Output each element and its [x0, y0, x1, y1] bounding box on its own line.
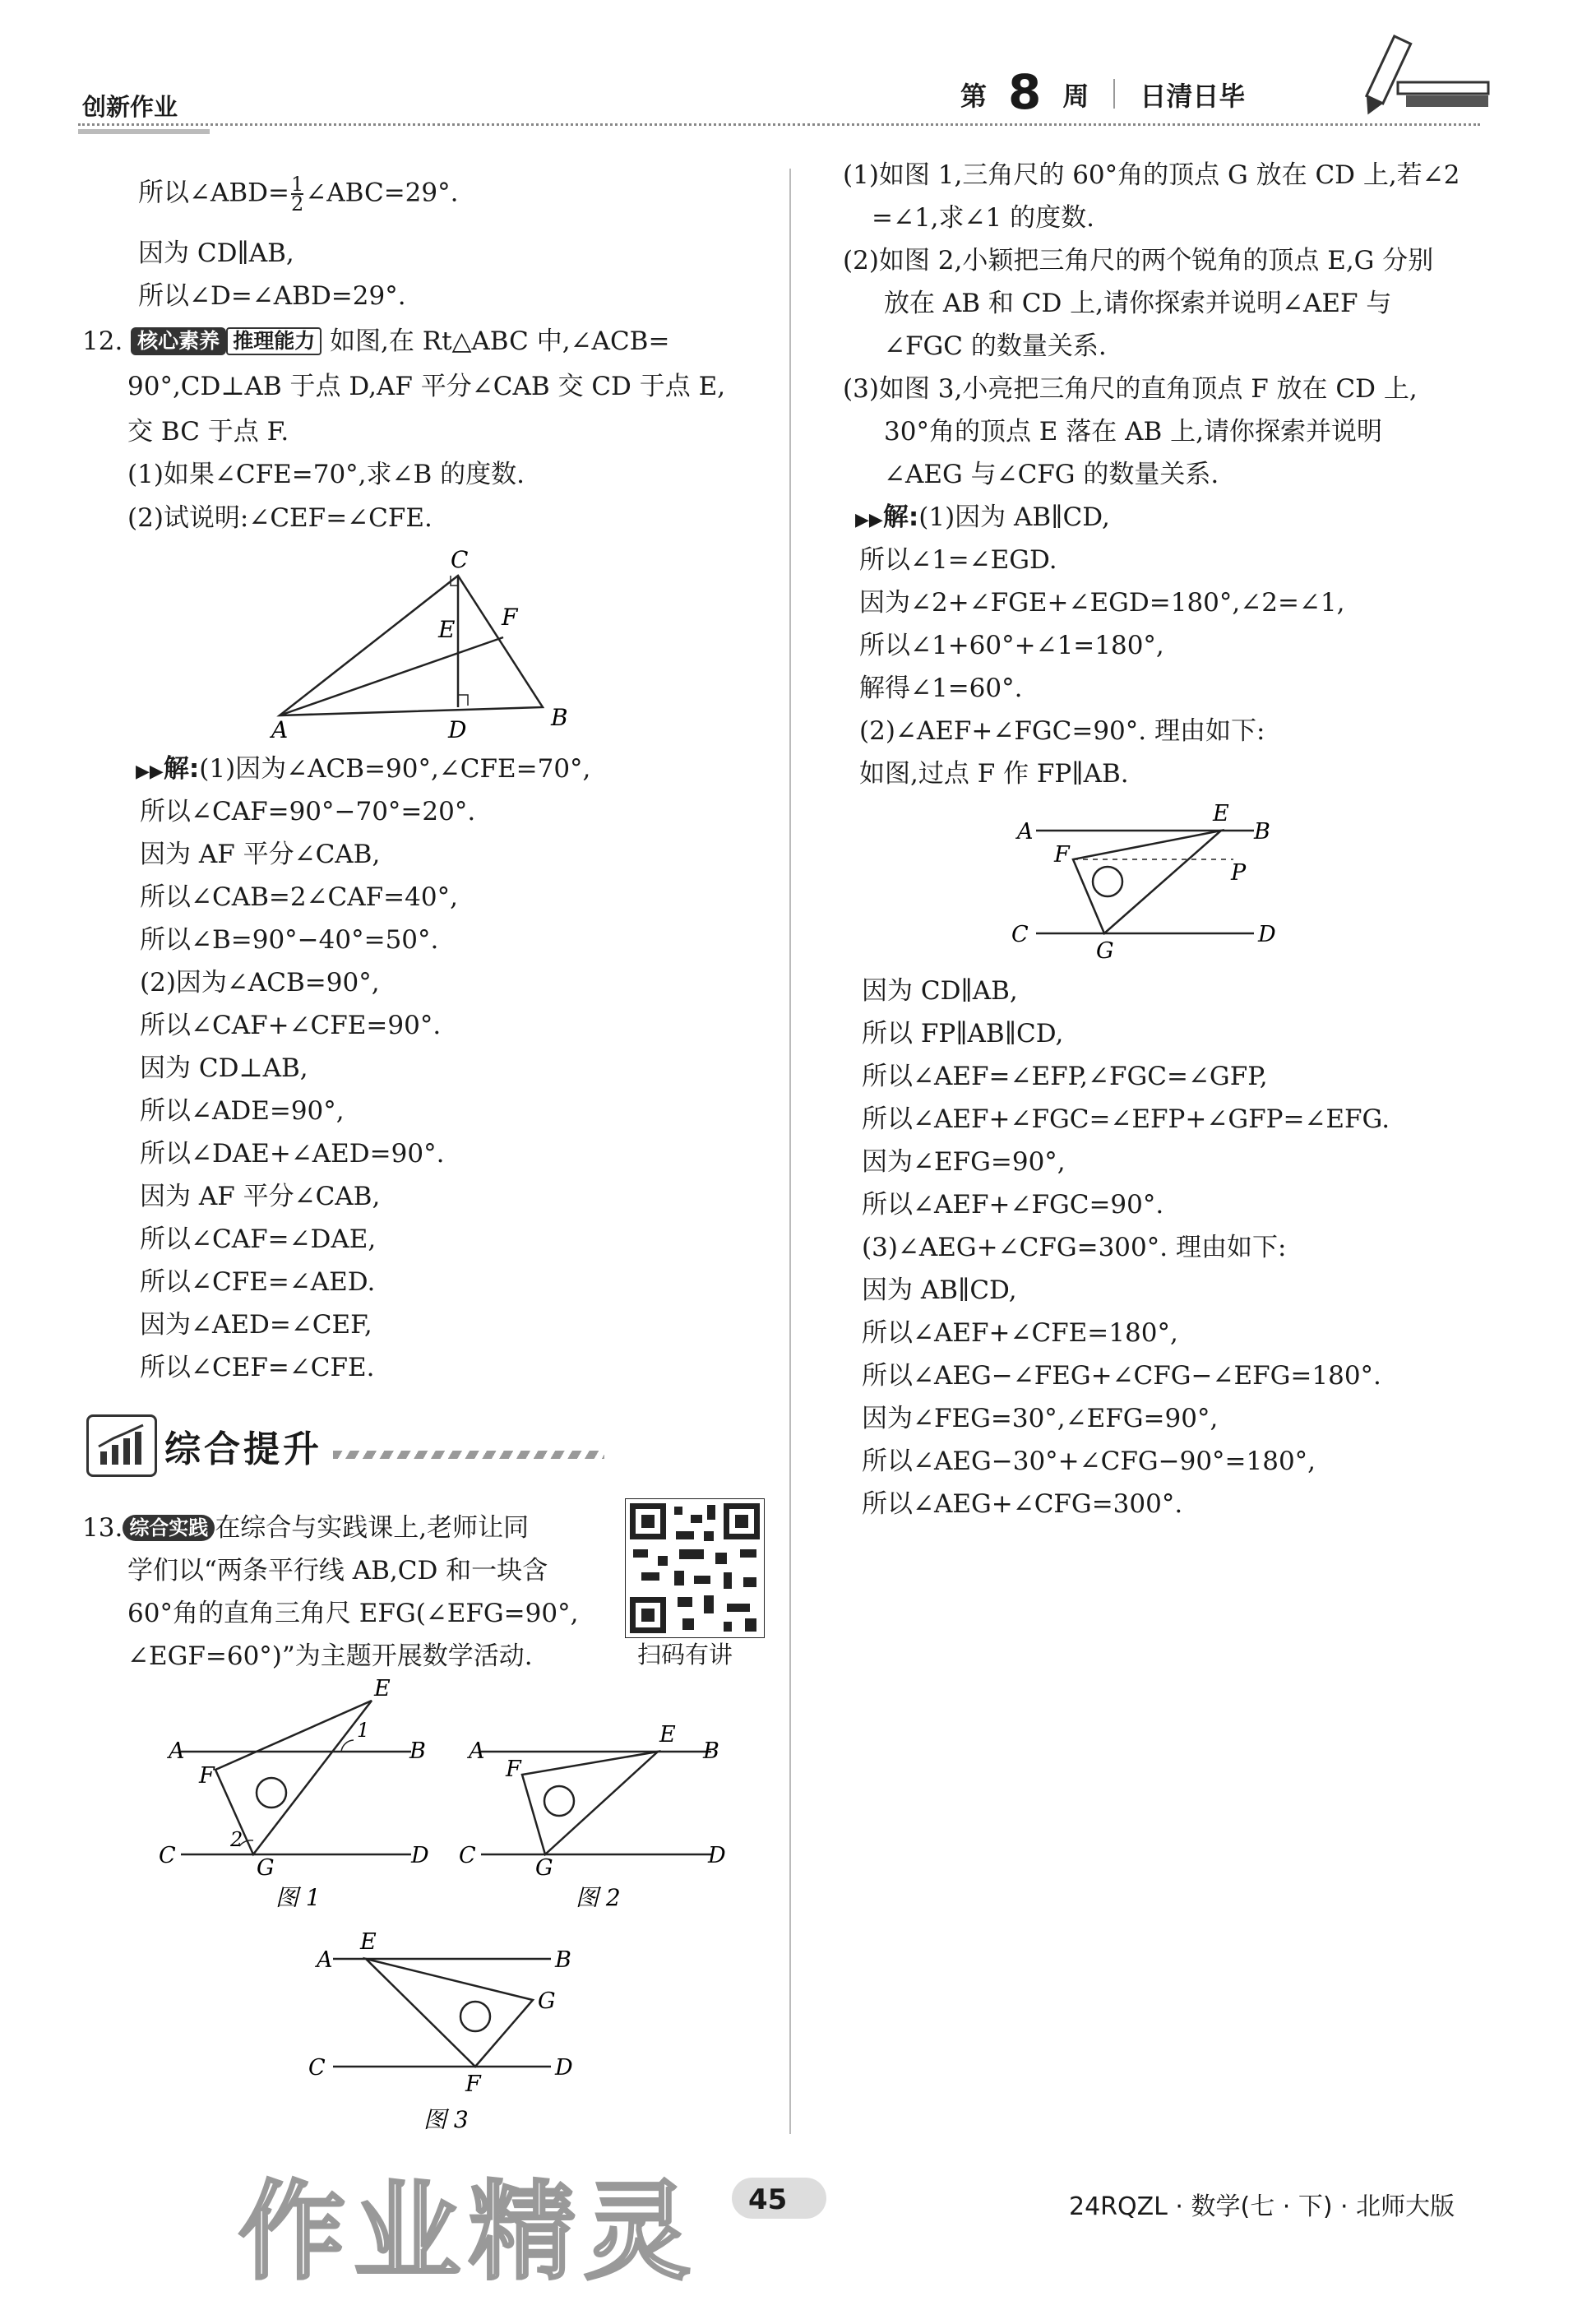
text-line: 因为 CD⊥AB,: [140, 1053, 308, 1083]
text-line: 所以∠CAB=2∠CAF=40°,: [140, 882, 458, 912]
text-line: (1)如果∠CFE=70°,求∠B 的度数.: [127, 460, 525, 489]
text-line: (2)如图 2,小颖把三角尺的两个锐角的顶点 E,G 分别: [843, 246, 1434, 275]
text-line: 因为∠EFG=90°,: [862, 1147, 1066, 1177]
text-line: (2)∠AEF+∠FGC=90°. 理由如下:: [859, 716, 1265, 746]
question-13: [82, 1511, 529, 1544]
figure-1-caption: 图 1: [275, 1884, 321, 1908]
label-D: D: [448, 716, 467, 740]
text-line: =∠1,求∠1 的度数.: [872, 203, 1094, 233]
svg-text:2: 2: [230, 1828, 243, 1851]
svg-text:E: E: [374, 1678, 391, 1701]
text-line: 因为 CD∥AB,: [862, 976, 1018, 1006]
text-line: (2)试说明:∠CEF=∠CFE.: [127, 503, 433, 533]
text-line: 所以∠D=∠ABD=29°.: [138, 281, 406, 311]
svg-text:F: F: [199, 1763, 215, 1789]
text-line: 因为∠AED=∠CEF,: [140, 1310, 372, 1340]
svg-text:D: D: [708, 1843, 726, 1868]
fraction: [291, 175, 303, 213]
text-line: [138, 175, 458, 213]
triangle-arrow-icon: ▶▶: [136, 762, 164, 782]
page-number: 45: [748, 2183, 788, 2216]
svg-text:P: P: [1231, 860, 1247, 886]
text-line: 如图,过点 F 作 FP∥AB.: [859, 759, 1129, 789]
text-line: 30°角的顶点 E 落在 AB 上,请你探索并说明: [884, 417, 1383, 447]
question-number: 12.: [82, 326, 123, 356]
text-line: 所以∠AEF+∠FGC=90°.: [862, 1190, 1164, 1220]
label-B: B: [551, 704, 568, 731]
triangle-arrow-icon: ▶▶: [855, 510, 883, 530]
text-seg: 所以∠ABD=: [138, 178, 289, 208]
text-line: 60°角的直角三角尺 EFG(∠EFG=90°,: [127, 1599, 579, 1628]
bar-chart-icon: [86, 1414, 157, 1477]
svg-text:A: A: [169, 1738, 185, 1764]
svg-text:A: A: [1017, 819, 1034, 845]
svg-text:B: B: [703, 1738, 719, 1764]
figure-2: [456, 1678, 752, 1908]
solution-label: 解:: [882, 502, 919, 532]
week-suffix: 周: [1062, 81, 1089, 112]
text-line: 所以 FP∥AB∥CD,: [862, 1019, 1064, 1049]
svg-text:C: C: [1011, 922, 1029, 947]
header-separator: [1113, 79, 1115, 109]
svg-text:F: F: [506, 1757, 521, 1782]
label-C: C: [451, 546, 469, 573]
text-line: 所以∠AEG−30°+∠CFG−90°=180°,: [862, 1447, 1316, 1476]
week-prefix: 第: [960, 81, 988, 112]
text-line: (1)如图 1,三角尺的 60°角的顶点 G 放在 CD 上,若∠2: [843, 160, 1460, 190]
solution-13-start: [855, 501, 1110, 537]
header-slogan: 日清日毕: [1140, 81, 1246, 112]
figure-q12: [263, 543, 592, 740]
text-line: 交 BC 于点 F.: [127, 417, 289, 447]
svg-text:B: B: [409, 1738, 426, 1764]
text-seg: ∠ABC=29°.: [305, 178, 459, 208]
text-line: 所以∠AEG+∠CFG=300°.: [862, 1489, 1183, 1519]
text-line: 所以∠CAF=∠DAE,: [140, 1224, 377, 1254]
svg-text:C: C: [459, 1843, 476, 1868]
svg-text:G: G: [257, 1855, 275, 1881]
text-line: (3)∠AEG+∠CFG=300°. 理由如下:: [862, 1233, 1287, 1262]
text-line: 所以∠CEF=∠CFE.: [140, 1353, 375, 1382]
footer-edition: 24RQZL · 数学(七 · 下) · 北师大版: [1069, 2192, 1455, 2221]
text-line: 所以∠B=90°−40°=50°.: [140, 925, 439, 955]
text-line: ∠FGC 的数量关系.: [884, 331, 1107, 361]
watermark: 作业精灵: [238, 2169, 700, 2294]
question-12: [82, 325, 669, 358]
text-line: 因为∠FEG=30°,∠EFG=90°,: [862, 1404, 1219, 1433]
svg-text:F: F: [1054, 842, 1070, 868]
header-rule: [78, 123, 1480, 126]
qr-label: 扫码有讲: [637, 1641, 733, 1669]
text-line: 因为 AF 平分∠CAB,: [140, 1182, 381, 1211]
text-line: 所以∠ADE=90°,: [140, 1096, 345, 1126]
figure-2-caption: 图 2: [576, 1884, 621, 1908]
text-line: 因为 AB∥CD,: [862, 1275, 1017, 1305]
practice-badge: 综合实践: [123, 1515, 215, 1541]
label-F: F: [502, 604, 518, 631]
text-line: 所以∠CFE=∠AED.: [140, 1267, 376, 1297]
text-line: 所以∠1=∠EGD.: [859, 545, 1057, 575]
label-E: E: [438, 616, 456, 643]
section-decor-bar: [333, 1451, 604, 1459]
week-number: 8: [1008, 64, 1042, 120]
figure-3: [304, 1933, 600, 2138]
text-line: 所以∠1+60°+∠1=180°,: [859, 631, 1164, 660]
svg-text:1: 1: [357, 1719, 370, 1742]
question-number: 13.: [82, 1513, 123, 1543]
svg-text:A: A: [317, 1947, 333, 1973]
svg-text:F: F: [465, 2072, 481, 2097]
text-line: ∠AEG 与∠CFG 的数量关系.: [884, 460, 1219, 489]
text-line: 所以∠DAE+∠AED=90°.: [140, 1139, 445, 1169]
text-line: 所以∠AEG−∠FEG+∠CFG−∠EFG=180°.: [862, 1361, 1381, 1391]
svg-text:E: E: [659, 1722, 676, 1748]
text-seg: 在综合与实践课上,老师让同: [215, 1513, 530, 1543]
figure-1: [156, 1678, 452, 1908]
text-line: 因为∠2+∠FGE+∠EGD=180°,∠2=∠1,: [859, 588, 1345, 618]
solution-label: 解:: [163, 754, 200, 784]
fraction-numerator: 1: [290, 173, 304, 196]
text-line: 所以∠CAF=90°−70°=20°.: [140, 797, 476, 826]
text-seg: (1)因为∠ACB=90°,∠CFE=70°,: [199, 754, 591, 784]
text-line: 所以∠AEF=∠EFP,∠FGC=∠GFP,: [862, 1062, 1268, 1091]
svg-text:E: E: [360, 1933, 377, 1955]
section-header: [86, 1414, 613, 1474]
label-A: A: [271, 716, 289, 740]
text-line: (2)因为∠ACB=90°,: [140, 968, 380, 998]
text-line: 所以∠CAF+∠CFE=90°.: [140, 1011, 442, 1040]
text-seg: (1)因为 AB∥CD,: [918, 502, 1110, 532]
svg-text:D: D: [411, 1843, 429, 1868]
svg-text:D: D: [555, 2055, 573, 2081]
header-series-title: 创新作业: [82, 93, 178, 121]
svg-text:C: C: [308, 2055, 326, 2081]
svg-text:E: E: [1213, 802, 1229, 826]
text-line: 解得∠1=60°.: [859, 674, 1023, 703]
text-line: 放在 AB 和 CD 上,请你探索并说明∠AEF 与: [884, 289, 1392, 318]
text-line: ∠EGF=60°)”为主题开展数学活动.: [127, 1641, 533, 1671]
figure-3-caption: 图 3: [423, 2106, 469, 2133]
solution-12-start: [136, 752, 590, 789]
svg-text:B: B: [1254, 819, 1270, 845]
svg-text:A: A: [469, 1738, 485, 1764]
fraction-denominator: 2: [290, 192, 304, 215]
header-week: [960, 64, 1245, 120]
section-title: 综合提升: [164, 1428, 322, 1470]
text-line: (3)如图 3,小亮把三角尺的直角顶点 F 放在 CD 上,: [843, 374, 1418, 404]
core-literacy-badge: 核心素养: [131, 327, 226, 355]
pencil-books-icon: [1365, 33, 1497, 123]
header-rule-accent: [78, 129, 210, 134]
svg-text:G: G: [538, 1988, 556, 2014]
figure-auxiliary: [1007, 802, 1303, 966]
text-seg: 如图,在 Rt△ABC 中,∠ACB=: [330, 326, 670, 356]
svg-text:D: D: [1258, 922, 1276, 947]
svg-text:C: C: [159, 1843, 176, 1868]
text-line: 所以∠AEF+∠FGC=∠EFP+∠GFP=∠EFG.: [862, 1104, 1390, 1134]
svg-text:G: G: [1096, 938, 1114, 964]
svg-text:G: G: [535, 1855, 553, 1881]
reasoning-badge: 推理能力: [226, 327, 322, 355]
column-divider: [789, 169, 791, 2134]
svg-text:B: B: [555, 1947, 571, 1973]
text-line: 所以∠AEF+∠CFE=180°,: [862, 1318, 1178, 1348]
text-line: 因为 AF 平分∠CAB,: [140, 840, 381, 869]
text-line: 学们以“两条平行线 AB,CD 和一块含: [127, 1556, 548, 1586]
qr-code-icon[interactable]: [625, 1498, 765, 1638]
text-line: 因为 CD∥AB,: [138, 238, 294, 268]
text-line: 90°,CD⊥AB 于点 D,AF 平分∠CAB 交 CD 于点 E,: [127, 372, 726, 401]
